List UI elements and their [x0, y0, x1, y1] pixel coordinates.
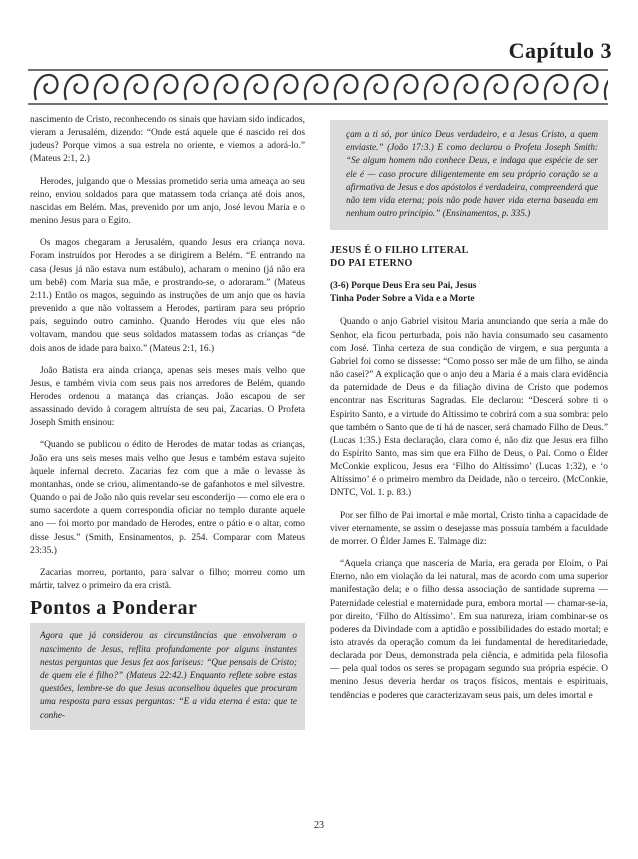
subsection-title-line: (3-6) Porque Deus Era seu Pai, Jesus	[330, 281, 477, 292]
paragraph: João Batista era ainda criança, apenas seis meses mais velho que Jesus, e também vivia com seus pais nos arredores de Belém, quando Herodes ordenou a matança das crianças. João escapou de ser assassinado devido à coragem altruísta de seu pai, Zacarias. O Profeta Joseph Smith ensinou:	[30, 365, 305, 429]
subsection-title-line: Tinha Poder Sobre a Vida e a Morte	[330, 294, 475, 305]
section-title-line: DO PAI ETERNO	[330, 258, 413, 270]
block-quote: “Quando se publicou o édito de Herodes de matar todas as crianças, João era uns seis meses mais velho que Jesus e também estava sujeito àquele infernal decreto. Zacarias fez com que a mãe o levasse às montanhas, onde se criou, alimentando-se de gafanhotos e mel silvestre. Quando o pai de João não quis revelar seu esconderijo — como ele era o sumo sacerdote a quem correspondia oficiar no templo durante aquele ano — foi morto por mandado de Herodes, entre o pátio e o altar, como disse Jesus.” (Smith, Ensinamentos, p. 254. Comparar com Mateus 23:35.)	[30, 440, 305, 556]
reflection-box: Agora que já considerou as circunstâncias que envolveram o nascimento de Jesus, reflita profundamente por alguns instantes nestas perguntas que Jesus fez aos fariseus: “Que pensais de Cristo; de quem ele é filho?” (Mateus 22:42.) Enquanto reflete sobre estas questões, lembre-se do que Jesus aconselhou àqueles que procuram uma resposta para essas perguntas: “E a vida eterna é esta: que te conhe-	[30, 623, 305, 729]
paragraph: Por ser filho de Pai imortal e mãe mortal, Cristo tinha a capacidade de viver eternamente, se assim o desejasse mas possuía também a faculdade de morrer. O Élder James E. Talmage diz:	[330, 510, 608, 547]
paragraph: Zacarias morreu, portanto, para salvar o filho; morreu como um mártir, talvez o primeiro da era cristã.	[30, 567, 305, 591]
section-title	[330, 244, 608, 270]
chapter-heading: Capítulo 3	[508, 38, 612, 63]
pontos-a-ponderar-heading: Pontos a Ponderar	[30, 597, 198, 620]
ornamental-border	[28, 66, 608, 108]
paragraph: Os magos chegaram a Jerusalém, quando Jesus era criança nova. Foram instruídos por Herodes a se dirigirem a Belém. “E entrando na casa (Jesus já não estava num estábulo), acharam o menino (já não era um bebê) com Maria sua mãe, e prostrando-se, o adoraram.” (Mateus 2:11.) Então os magos, seguindo as instruções de um anjo que os havia prevenido a que não voltassem a Herodes, partiram para seu próprio país, seguindo outro caminho. Quando Herodes viu que eles não voltavam, mandou que seus soldados matassem todas as crianças “de dois anos de idade para baixo.” (Mateus 2:1, 16.)	[30, 238, 305, 354]
paragraph: Quando o anjo Gabriel visitou Maria anunciando que seria a mãe do Senhor, ela ficou perturbada, pois não havia consumado seu casamento com José. Tinha certeza de sua condição de virgem, e sua pergunta a Gabriel foi como se dissesse: “Como posso ser mãe de um filho, se ainda não casei?” A explicação que o anjo deu a Maria é a mais clara evidência da paternidade de Deus e da filiação divina de Cristo que podemos encontrar nas Escrituras Sagradas. Ele declarou: “Descerá sobre ti o Espírito Santo, e a virtude do Altíssimo te cobrirá com a sua sombra: pelo que também o Santo que de ti há de nascer, será chamado Filho de Deus.” (Lucas 1:35.) Esta declaração, clara como é, não diz que Jesus era filho do Espírito Santo, mas sim que era Filho de Deus, o Pai. Como o Élder McConkie explicou, Jesus era ‘Filho do Altíssimo’ (Lucas 1:32), e ‘o Altíssimo’ é o primeiro membro da Deidade, não o terceiro. (McConkie, DNTC, Vol. 1. p. 83.)	[330, 317, 608, 499]
page-number: 23	[314, 820, 324, 831]
right-column	[330, 114, 608, 712]
paragraph: Herodes, julgando que o Messias prometido seria uma ameaça ao seu reino, enviou soldados para que matassem toda criança até dois anos, nascidas em Belém. Mas, prevenido por um anjo, José levou Maria e o menino Jesus para o Egito.	[30, 176, 305, 227]
subsection-title	[330, 280, 608, 306]
section-title-line: JESUS É O FILHO LITERAL	[330, 245, 469, 257]
left-column	[30, 114, 305, 730]
paragraph: nascimento de Cristo, reconhecendo os sinais que haviam sido indicados, vieram a Jerusalém, dizendo: “Onde está aquele que é nascido rei dos judeus? Porque vimos a sua estrela no oriente, e viemos a adorá-lo.” (Mateus 2:1, 2.)	[30, 115, 305, 165]
reflection-box-continued: çam a ti só, por único Deus verdadeiro, e a Jesus Cristo, a quem enviaste.” (João 17:3.) E como declarou o Profeta Joseph Smith: “Se algum homem não conhece Deus, e indaga que espécie de ser ele é — caso procure diligentemente em seu próprio coração se a afirmativa de Jesus e dos apóstolos é verdadeira, compreenderá que não tem vida eterna; pois não pode haver vida eterna baseada em nenhum outro princípio.” (Ensinamentos, p. 335.)	[330, 120, 608, 230]
block-quote: “Aquela criança que nasceria de Maria, era gerada por Eloim, o Pai Eterno, não em violação da lei natural, mas de acordo com uma superior manifestação dela; e o filho dessa associação de santidade suprema — Paternidade celestial e maternidade pura, embora mortal — chamar-se-ia, por direito, ‘Filho do Altíssimo’. Em sua natureza, iriam combinar-se os poderes da Divindade com a aptidão e possibilidades do estado mortal; e isto através da operação comum da lei fundamental de hereditariedade, declarada por Deus, demonstrada pela ciência, e admitida pela filosofia — pela qual todos os seres se propagam segundo sua própria espécie. O menino Jesus deveria herdar os traços físicos, mentais e espirituais, tendências e poderes que caracterizavam seus pais, um deles imortal e	[330, 559, 608, 701]
